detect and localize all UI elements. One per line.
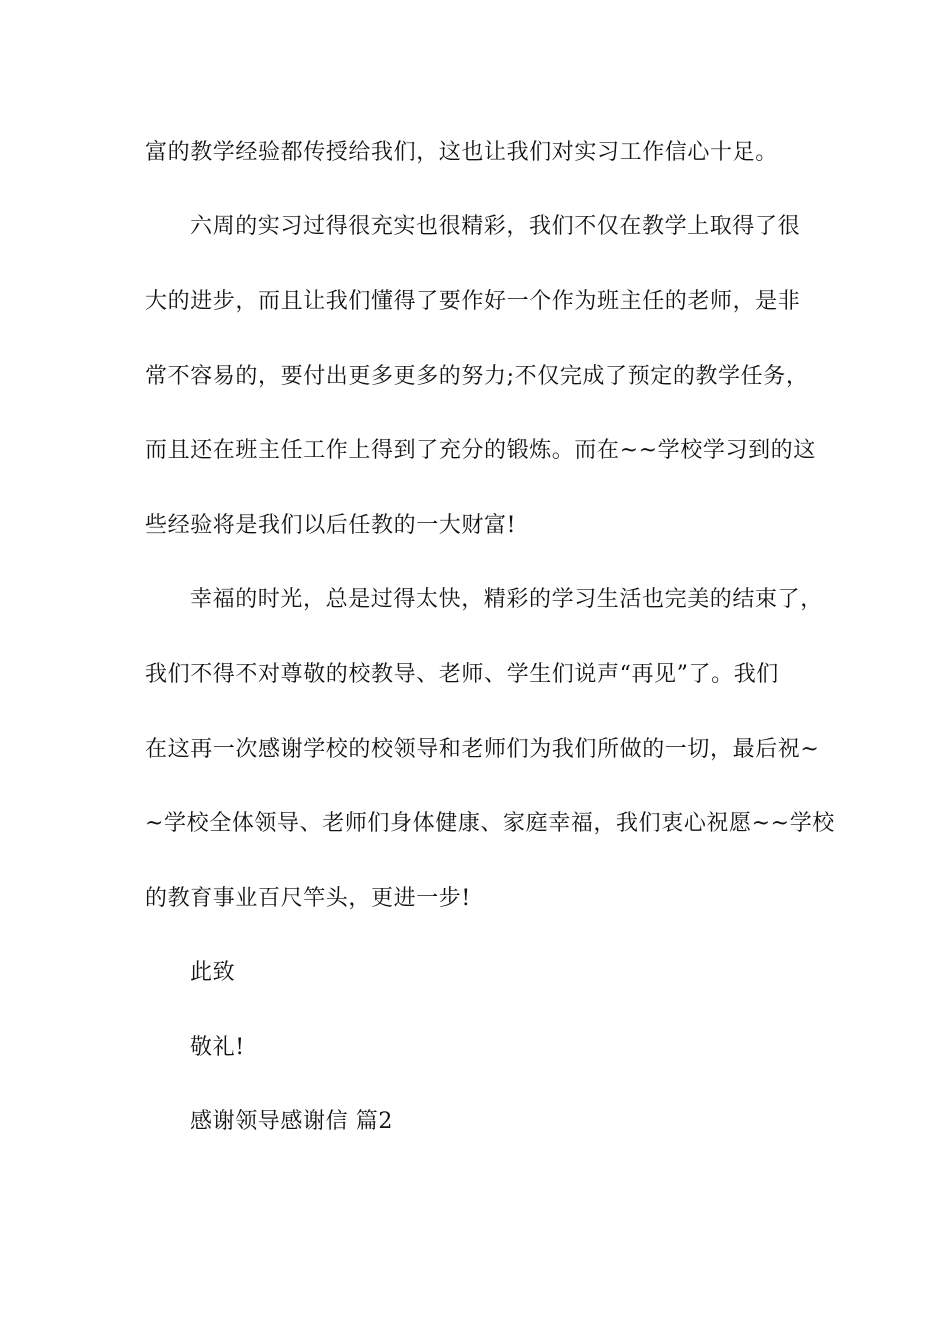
paragraph-line-11: 的教育事业百尺竿头，更进一步! xyxy=(145,886,471,911)
paragraph-line-7: 幸福的时光，总是过得太快，精彩的学习生活也完美的结束了， xyxy=(190,587,823,612)
paragraph-line-10: ~学校全体领导、老师们身体健康、家庭幸福，我们衷心祝愿~~学校 xyxy=(145,811,835,836)
paragraph-line-2: 六周的实习过得很充实也很精彩，我们不仅在教学上取得了很 xyxy=(190,214,801,239)
paragraph-line-3: 大的进步，而且让我们懂得了要作好一个作为班主任的老师，是非 xyxy=(145,289,801,314)
paragraph-line-5: 而且还在班主任工作上得到了充分的锻炼。而在~~学校学习到的这 xyxy=(145,438,816,463)
paragraph-line-6: 些经验将是我们以后任教的一大财富! xyxy=(145,513,517,538)
paragraph-line-8: 我们不得不对尊敬的校教导、老师、学生们说声“再见”了。我们 xyxy=(145,662,779,687)
section-heading: 感谢领导感谢信 篇2 xyxy=(190,1109,393,1134)
paragraph-line-9: 在这再一次感谢学校的校领导和老师们为我们所做的一切，最后祝~ xyxy=(145,737,820,762)
closing-regards: 敬礼! xyxy=(190,1035,245,1060)
paragraph-line-4: 常不容易的，要付出更多更多的努力;不仅完成了预定的教学任务， xyxy=(145,364,809,389)
paragraph-line-1: 富的教学经验都传授给我们，这也让我们对实习工作信心十足。 xyxy=(145,140,778,165)
closing-salutation: 此致 xyxy=(190,960,236,985)
